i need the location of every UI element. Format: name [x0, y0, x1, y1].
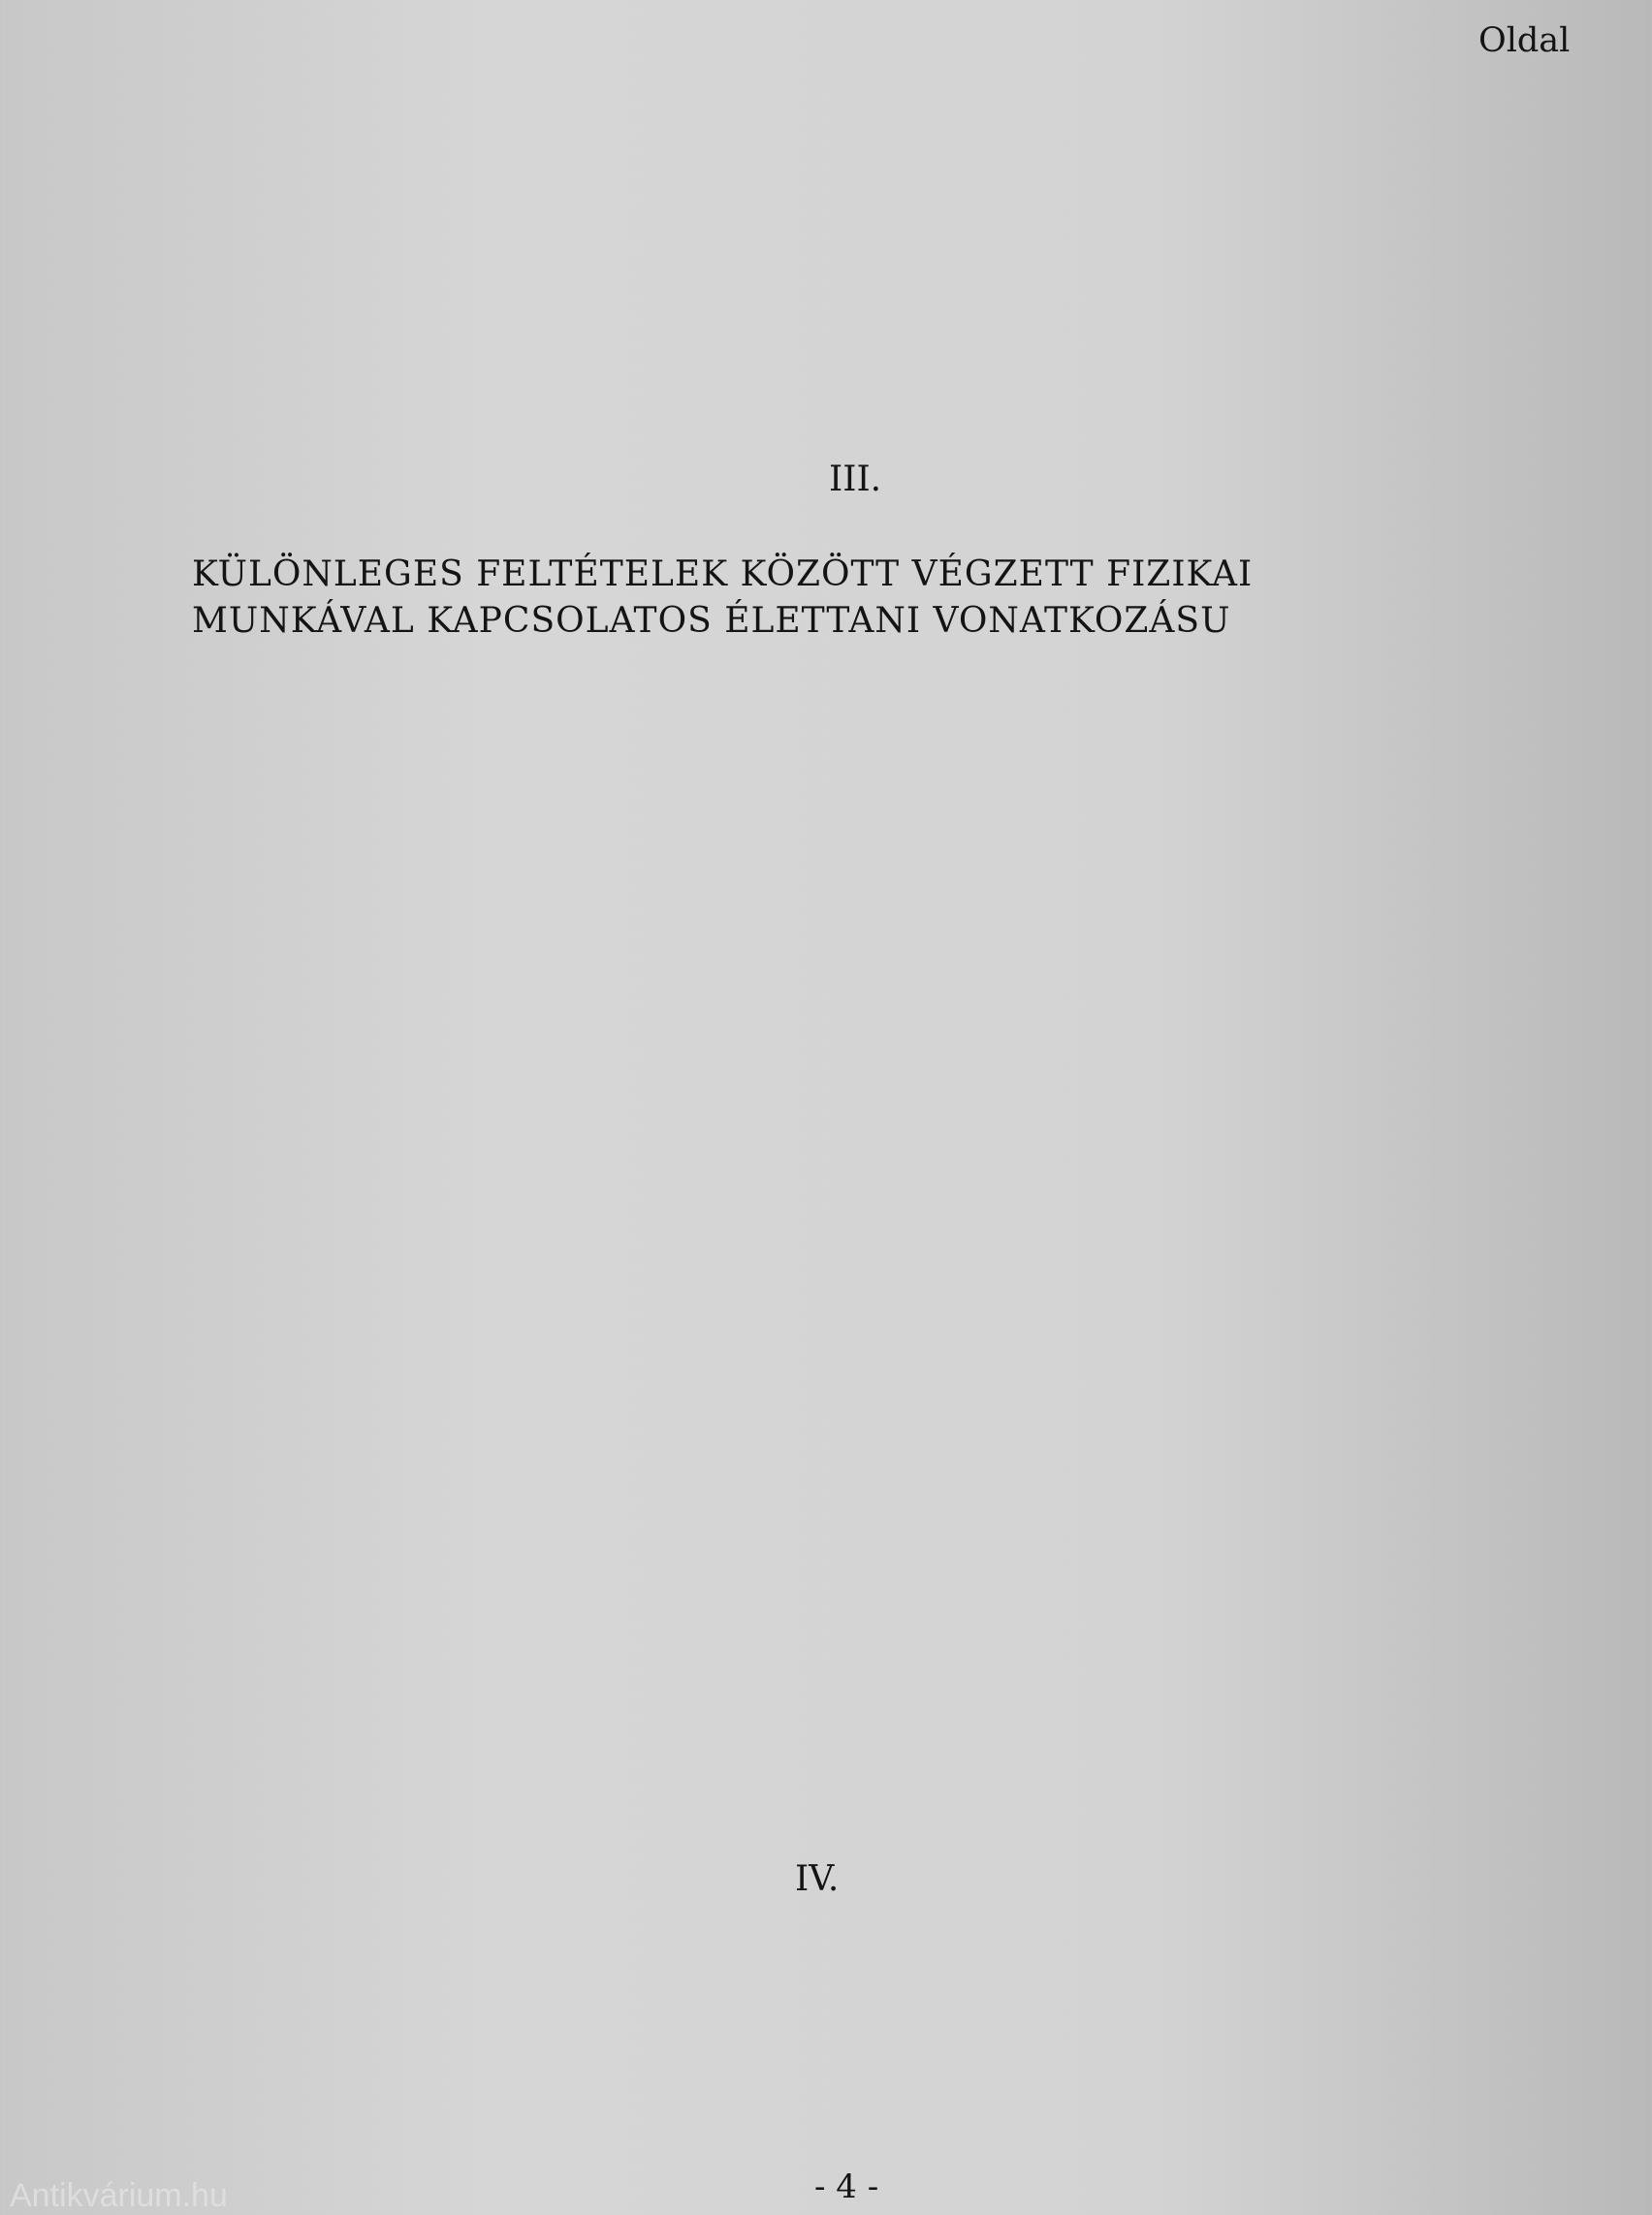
section-number: IV. [795, 1859, 840, 1899]
watermark: Antikvárium.hu [10, 2177, 228, 2214]
page-column-label: Oldal [1478, 21, 1571, 60]
section-title-line: MUNKÁVAL KAPCSOLATOS ÉLETTANI VONATKOZÁSU [192, 601, 1231, 641]
section-title-line: KÜLÖNLEGES FELTÉTELEK KÖZÖTT VÉGZETT FIZIKAI [192, 554, 1254, 594]
section-number: III. [829, 459, 882, 499]
page-footer: - 4 - [814, 2168, 879, 2206]
